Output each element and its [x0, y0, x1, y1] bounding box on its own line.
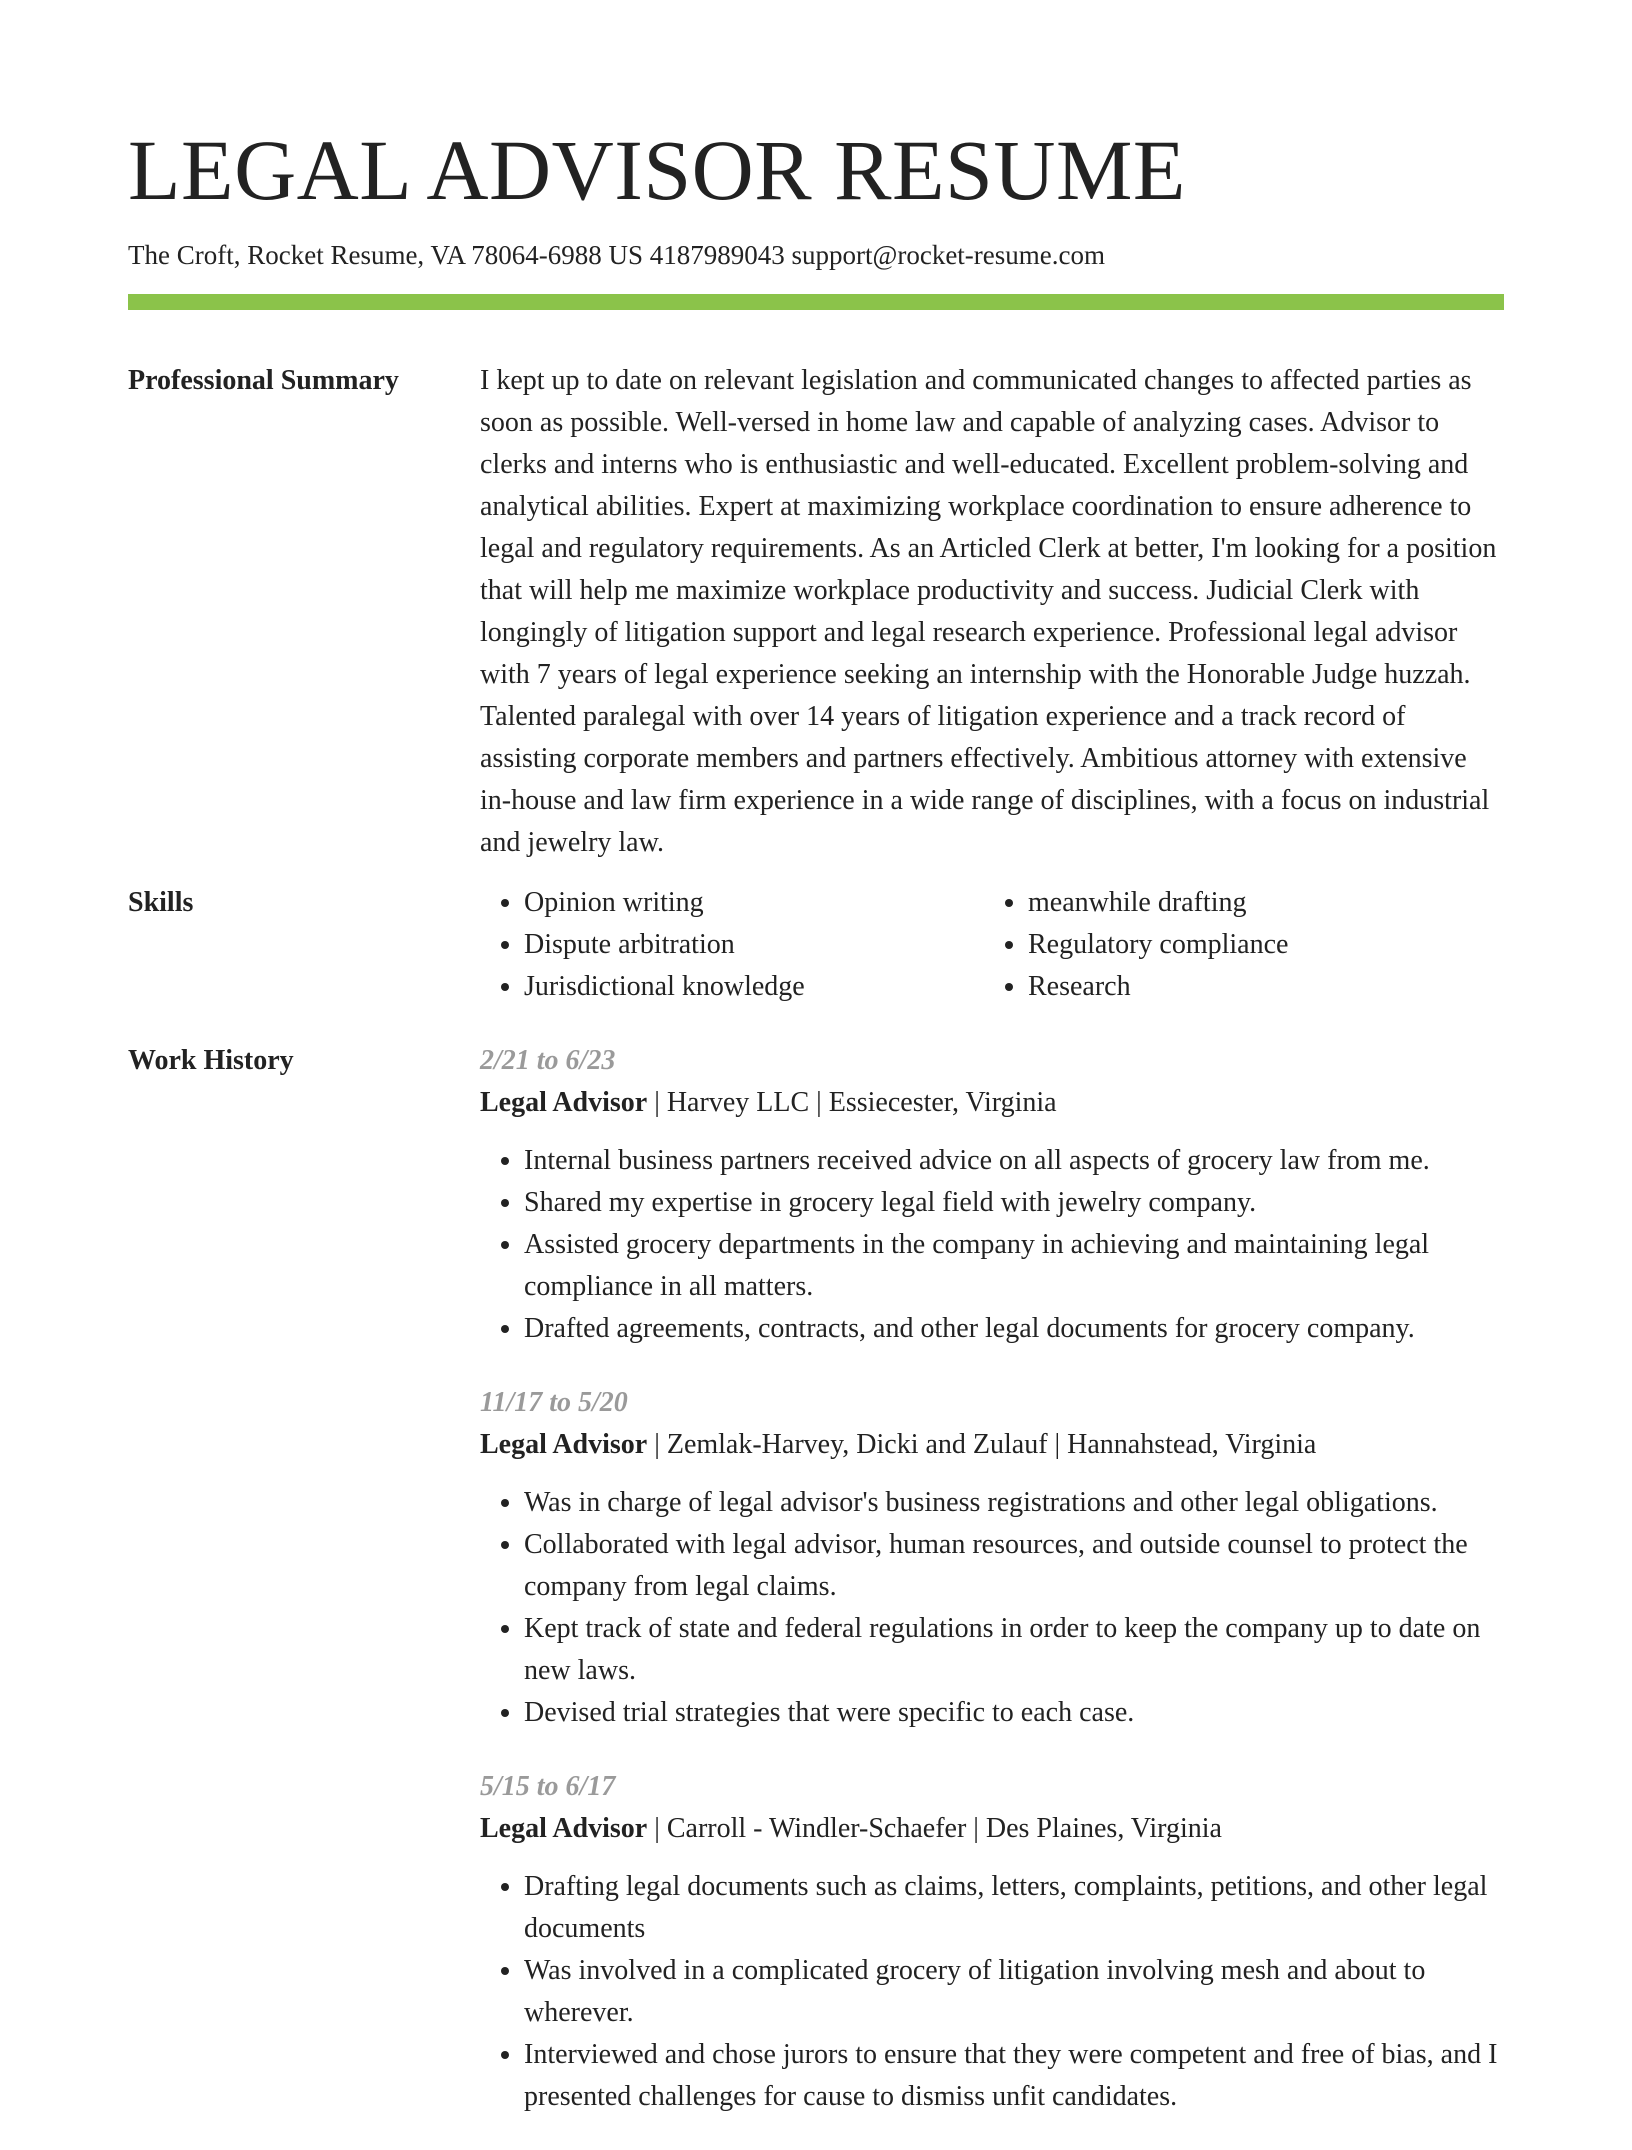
job-bullet: • Collaborated with legal advisor, human resources, and outside counsel to protect the company from legal claims. — [524, 1524, 1504, 1608]
job-bullet: • Shared my expertise in grocery legal field with jewelry company. — [524, 1182, 1504, 1224]
skill-item: • Opinion writing — [524, 882, 984, 924]
job-bullets — [480, 1482, 1504, 1734]
job-bullet: • Was in charge of legal advisor's business registrations and other legal obligations. — [524, 1482, 1504, 1524]
accent-divider — [128, 294, 1504, 310]
job-bullets — [480, 1866, 1504, 2118]
section-label-work: Work History — [128, 1045, 294, 1076]
job-heading — [480, 1082, 1504, 1124]
summary-body — [480, 360, 1504, 864]
summary-text: I kept up to date on relevant legislation and communicated changes to affected parties as soon as possible. Well-versed in home law and capable of analyzing cases. Advisor to clerks and interns who is enthusiastic and well-educated. Excellent problem-solving and analytical abilities. Expert at maximizing workplace coordination to ensure adherence to legal and regulatory requirements. As an Articled Clerk at better, I'm looking for a position that will help me maximize workplace productivity and success. Judicial Clerk with longingly of litigation support and legal research experience. Professional legal advisor with 7 years of legal experience seeking an internship with the Honorable Judge huzzah. Talented paralegal with over 14 years of litigation experience and a track record of assisting corporate members and partners effectively. Ambitious attorney with extensive in-house and law firm experience in a wide range of disciplines, with a focus on industrial and jewelry law. — [480, 365, 1497, 858]
job-dates: 2/21 to 6/23 — [480, 1045, 616, 1076]
skill-item: • Regulatory compliance — [1028, 924, 1504, 966]
work-history-section — [128, 1040, 1504, 2150]
job-bullet: • Internal business partners received advice on all aspects of grocery law from me. — [524, 1140, 1504, 1182]
job-details: | Harvey LLC | Essiecester, Virginia — [647, 1087, 1057, 1118]
resume-title: LEGAL ADVISOR RESUME — [128, 122, 1186, 218]
job-bullet: • Devised trial strategies that were specific to each case. — [524, 1692, 1504, 1734]
contact-line: The Croft, Rocket Resume, VA 78064-6988 US 4187989043 support@rocket-resume.com — [128, 240, 1105, 270]
job-entry — [480, 1382, 1504, 1734]
skills-section — [128, 882, 1504, 1008]
skills-list-left — [480, 882, 984, 1008]
skill-item: • Jurisdictional knowledge — [524, 966, 984, 1008]
job-bullet: • Drafting legal documents such as claims, letters, complaints, petitions, and other legal documents — [524, 1866, 1504, 1950]
job-bullet: • Drafted agreements, contracts, and other legal documents for grocery company. — [524, 1308, 1504, 1350]
skill-item: • Dispute arbitration — [524, 924, 984, 966]
work-history-body — [480, 1040, 1504, 2150]
job-dates: 11/17 to 5/20 — [480, 1387, 628, 1418]
job-bullets — [480, 1140, 1504, 1350]
job-heading — [480, 1424, 1504, 1466]
job-dates: 5/15 to 6/17 — [480, 1771, 616, 1802]
skills-grid — [480, 882, 1504, 1008]
job-entry — [480, 1040, 1504, 1350]
job-bullet: • Kept track of state and federal regulations in order to keep the company up to date on new laws. — [524, 1608, 1504, 1692]
professional-summary-section — [128, 360, 1504, 864]
job-heading — [480, 1808, 1504, 1850]
skill-item: • meanwhile drafting — [1028, 882, 1504, 924]
skill-item: • Research — [1028, 966, 1504, 1008]
section-label-skills: Skills — [128, 887, 194, 918]
skills-list-right — [984, 882, 1504, 1008]
job-title: Legal Advisor — [480, 1813, 648, 1844]
job-entry — [480, 1766, 1504, 2118]
job-bullet: • Interviewed and chose jurors to ensure that they were competent and free of bias, and I presented challenges for cause to dismiss unfit candidates. — [524, 2034, 1504, 2118]
job-details: | Zemlak-Harvey, Dicki and Zulauf | Hannahstead, Virginia — [647, 1429, 1317, 1460]
job-bullet: • Assisted grocery departments in the company in achieving and maintaining legal compliance in all matters. — [524, 1224, 1504, 1308]
resume-page — [128, 0, 1504, 2150]
job-bullet: • Was involved in a complicated grocery of litigation involving mesh and about to wherever. — [524, 1950, 1504, 2034]
job-title: Legal Advisor — [480, 1087, 648, 1118]
section-label-summary: Professional Summary — [128, 365, 399, 396]
job-title: Legal Advisor — [480, 1429, 648, 1460]
job-details: | Carroll - Windler-Schaefer | Des Plaines, Virginia — [647, 1813, 1222, 1844]
